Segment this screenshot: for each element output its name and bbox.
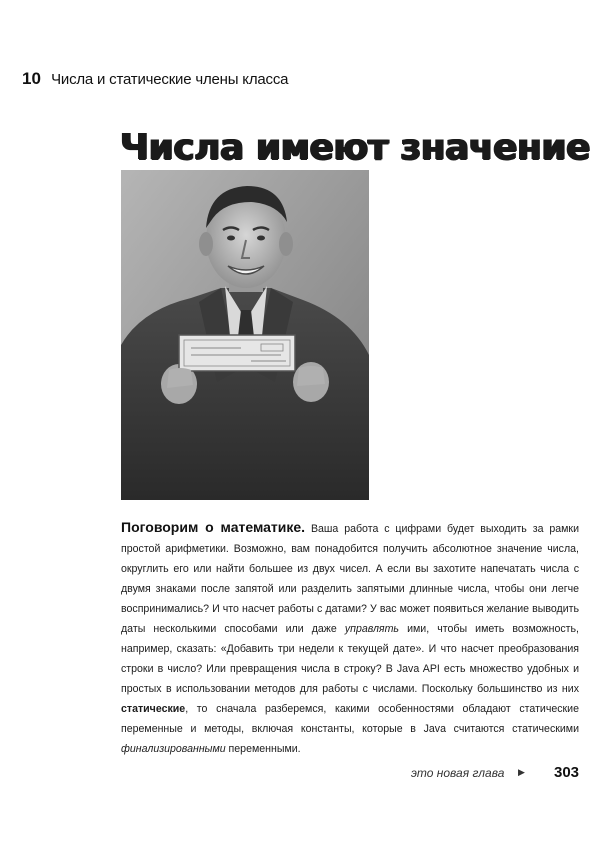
body-emphasis: управлять [344,623,399,635]
body-emphasis: финализированными [121,743,226,755]
body-text-segment: , то сначала разберемся, какими особенностями обладают статические переменные и методы, включая константы, которые в Java считаются статическими [121,703,579,735]
man-holding-check-photo [121,170,369,500]
page-number: 303 [554,764,580,781]
triangle-right-icon: ▶ [518,767,525,777]
page-title: Числа имеют значение [120,127,591,168]
body-text-segment: ими, чтобы иметь возможность, например, сказать: «Добавить три недели к текущей дате». И что насчет преобразования строки в число? Или превращения числа в строку? В Java API есть множество удобных и простых в использовании методов для работы с числами. Поскольку большинство из них [121,623,579,695]
body-paragraph [121,517,579,759]
body-text-segment: Ваша работа с цифрами будет выходить за рамки простой арифметики. Возможно, вам понадобится получить абсолютное значение числа, округлить его или найти большее из двух чисел. А если вы захотите напечатать числа с двумя знаками после запятой или разделить запятыми длинные числа, чтобы они легче воспринимались? И что насчет работы с датами? У вас может появиться желание выводить даты несколькими способами или даже [121,523,579,635]
chapter-title: Числа и статические члены класса [51,71,289,88]
footer-chapter-label: это новая глава [411,766,505,780]
photo-illustration [121,170,369,500]
check [179,335,295,371]
page-footer [0,764,600,784]
running-header [22,70,288,89]
lead-in: Поговорим о математике. [121,519,306,535]
body-text-segment: переменными. [225,743,301,755]
body-strong: статические [121,703,186,715]
chapter-number: 10 [22,69,41,88]
